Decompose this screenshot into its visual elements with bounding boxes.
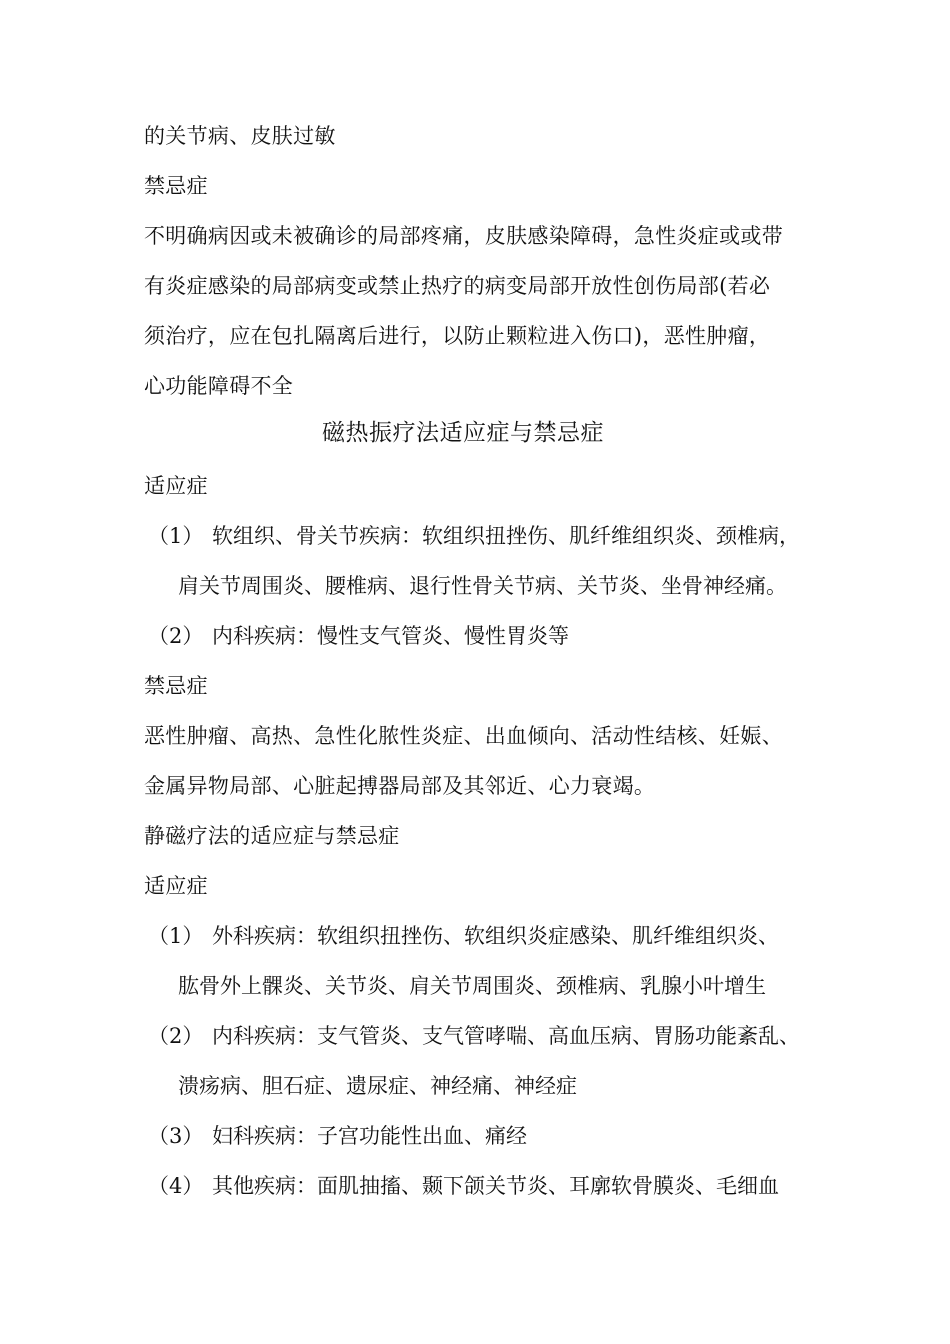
text-line: 有炎症感染的局部病变或禁止热疗的病变局部开放性创伤局部(若必 [144,274,771,298]
item-number: （2） [148,624,204,648]
text-line: 金属异物局部、心脏起搏器局部及其邻近、心力衰竭。 [144,774,656,798]
list-item [148,1122,527,1150]
text-line: 的关节病、皮肤过敏 [144,124,336,148]
list-item [148,622,569,650]
item-text: 妇科疾病：子宫功能性出血、痛经 [212,1124,527,1148]
list-item [148,522,800,550]
item-number: （4） [148,1174,204,1198]
item-text: 外科疾病：软组织扭挫伤、软组织炎症感染、肌纤维组织炎、 [212,924,779,948]
list-item [148,1022,800,1050]
section-title: 磁热振疗法适应症与禁忌症 [322,420,604,446]
text-line: 不明确病因或未被确诊的局部疼痛，皮肤感染障碍，急性炎症或或带 [144,224,783,248]
contraindications-heading: 禁忌症 [144,674,208,698]
list-item [148,1172,779,1200]
text-line: 恶性肿瘤、高热、急性化脓性炎症、出血倾向、活动性结核、妊娠、 [144,724,783,748]
text-line: 须治疗，应在包扎隔离后进行，以防止颗粒进入伤口)，恶性肿瘤， [144,324,771,348]
item-text: 内科疾病：慢性支气管炎、慢性胃炎等 [212,624,569,648]
item-text: 软组织、骨关节疾病：软组织扭挫伤、肌纤维组织炎、颈椎病， [212,524,800,548]
text-line: 心功能障碍不全 [144,374,294,398]
list-item [148,922,779,950]
item-number: （1） [148,524,204,548]
item-continuation: 肩关节周围炎、腰椎病、退行性骨关节病、关节炎、坐骨神经痛。 [178,574,787,598]
contraindications-heading: 禁忌症 [144,174,208,198]
item-continuation: 溃疡病、胆石症、遗尿症、神经痛、神经症 [178,1074,577,1098]
item-number: （3） [148,1124,204,1148]
item-continuation: 肱骨外上髁炎、关节炎、肩关节周围炎、颈椎病、乳腺小叶增生 [178,974,766,998]
item-number: （2） [148,1024,204,1048]
section-title: 静磁疗法的适应症与禁忌症 [144,824,400,848]
indications-heading: 适应症 [144,474,208,498]
item-text: 其他疾病：面肌抽搐、颞下颌关节炎、耳廓软骨膜炎、毛细血 [212,1174,779,1198]
item-number: （1） [148,924,204,948]
indications-heading: 适应症 [144,874,208,898]
item-text: 内科疾病：支气管炎、支气管哮喘、高血压病、胃肠功能紊乱、 [212,1024,800,1048]
